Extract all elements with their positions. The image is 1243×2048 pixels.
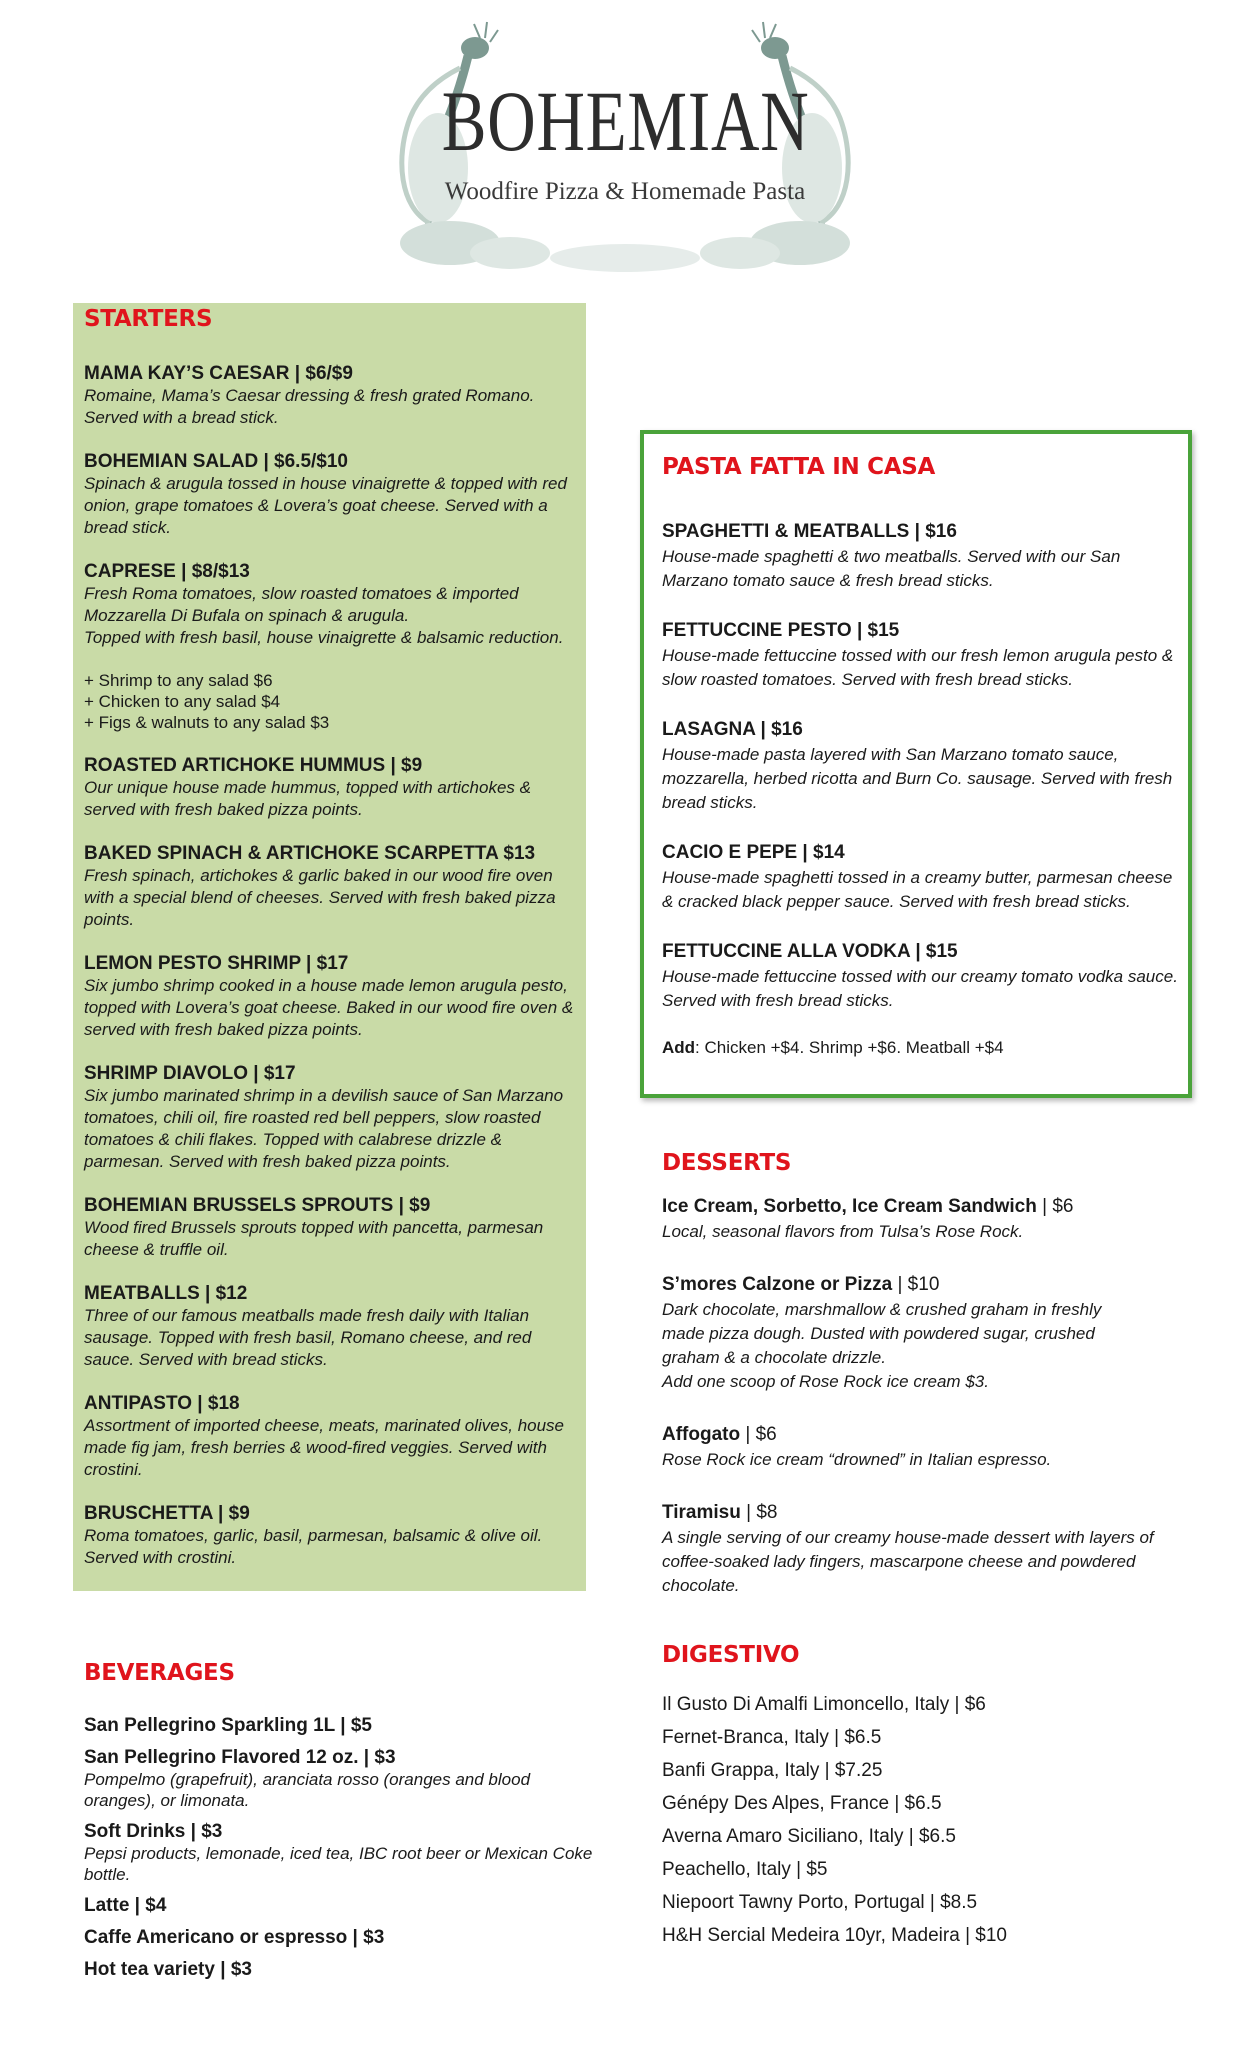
list-item — [84, 1282, 584, 1371]
item-description: Six jumbo shrimp cooked in a house made lemon arugula pesto, topped with Lovera’s goat cheese. Baked in our wood fire oven & served with fresh baked pizza points. — [84, 976, 574, 1039]
item-name — [662, 1194, 1202, 1220]
item-description: House-made fettuccine tossed with our fresh lemon arugula pesto & slow roasted tomatoes. Served with fresh bread sticks. — [662, 646, 1174, 689]
list-item — [662, 939, 1182, 1013]
item-name: FETTUCCINE ALLA VODKA | $15 — [662, 941, 958, 962]
list-item: Niepoort Tawny Porto, Portugal | $8.5 — [662, 1892, 978, 1913]
item-name: MEATBALLS | $12 — [84, 1283, 248, 1304]
item-description: Spinach & arugula tossed in house vinaigrette & topped with red onion, grape tomatoes & Lovera’s goat cheese. Served with a bread stick. — [84, 474, 567, 537]
item-description: Three of our famous meatballs made fresh daily with Italian sausage. Topped with fresh basil, Romano cheese, and red sauce. Served with bread sticks. — [84, 1306, 532, 1369]
beverages-title: BEVERAGES — [84, 1660, 235, 1686]
item-description: Pompelmo (grapefruit), aranciata rosso (oranges and blood oranges), or limonata. — [84, 1770, 531, 1810]
list-item — [662, 1272, 1202, 1394]
addon-line: + Figs & walnuts to any salad $3 — [84, 713, 330, 732]
list-item — [84, 560, 584, 649]
list-item — [84, 1392, 584, 1481]
item-description: Add one scoop of Rose Rock ice cream $3. — [662, 1372, 989, 1391]
item-name: BOHEMIAN SALAD | $6.5/$10 — [84, 451, 348, 472]
item-name: Latte | $4 — [84, 1895, 167, 1916]
pasta-title: PASTA FATTA IN CASA — [662, 454, 935, 480]
item-description: A single serving of our creamy house-made dessert with layers of coffee-soaked lady fingers, mascarpone cheese and powdered chocolate. — [662, 1528, 1154, 1595]
item-name: CAPRESE | $8/$13 — [84, 561, 250, 582]
item-description: House-made pasta layered with San Marzano tomato sauce, mozzarella, herbed ricotta and Burn Co. sausage. Served with fresh bread sticks. — [662, 745, 1173, 812]
list-item: Peachello, Italy | $5 — [662, 1859, 828, 1880]
list-item — [84, 362, 584, 429]
list-item — [84, 754, 584, 821]
dessert-name: S’mores Calzone or Pizza — [662, 1274, 893, 1295]
list-item — [84, 1502, 584, 1569]
starters-title: STARTERS — [84, 306, 213, 332]
list-item — [662, 717, 1182, 815]
dessert-price: | $10 — [892, 1274, 940, 1295]
item-description: Fresh Roma tomatoes, slow roasted tomatoes & imported Mozzarella Di Bufala on spinach & arugula. — [84, 584, 519, 625]
list-item — [662, 519, 1182, 593]
item-name: FETTUCCINE PESTO | $15 — [662, 620, 900, 641]
list-item — [84, 1926, 594, 1949]
list-item — [84, 1958, 594, 1981]
item-description: House-made fettuccine tossed with our creamy tomato vodka sauce. Served with fresh bread sticks. — [662, 967, 1178, 1010]
starters-list — [84, 362, 584, 1590]
pasta-list — [662, 519, 1182, 1058]
desserts-title: DESSERTS — [662, 1150, 792, 1176]
item-name: BOHEMIAN BRUSSELS SPROUTS | $9 — [84, 1195, 431, 1216]
list-item — [662, 840, 1182, 914]
item-name: Soft Drinks | $3 — [84, 1821, 223, 1842]
list-item: H&H Sercial Medeira 10yr, Madeira | $10 — [662, 1925, 1007, 1946]
item-name: LASAGNA | $16 — [662, 719, 803, 740]
item-name: San Pellegrino Sparkling 1L | $5 — [84, 1715, 372, 1736]
item-name — [662, 1500, 1202, 1526]
list-item: Banfi Grappa, Italy | $7.25 — [662, 1760, 883, 1781]
add-label: Add — [662, 1038, 696, 1057]
list-item — [84, 1746, 594, 1811]
list-item — [84, 1194, 584, 1261]
pasta-addons — [662, 1038, 1182, 1058]
item-description: Dark chocolate, marshmallow & crushed graham in freshly made pizza dough. Dusted with powdered sugar, crushed graham & a chocolate drizzle. — [662, 1300, 1102, 1367]
item-description: Fresh spinach, artichokes & garlic baked in our wood fire oven with a special blend of cheeses. Served with fresh baked pizza points. — [84, 866, 556, 929]
list-item — [84, 450, 584, 539]
list-item — [84, 1820, 594, 1885]
list-item: Génépy Des Alpes, France | $6.5 — [662, 1793, 942, 1814]
item-description: Wood fired Brussels sprouts topped with pancetta, parmesan cheese & truffle oil. — [84, 1218, 544, 1259]
item-description: Six jumbo marinated shrimp in a devilish sauce of San Marzano tomatoes, chili oil, fire roasted red bell peppers, slow roasted tomatoes & chili flakes. Topped with calabrese drizzle & parmesan. Served with fresh baked pizza points. — [84, 1086, 564, 1171]
item-description: Rose Rock ice cream “drowned” in Italian espresso. — [662, 1450, 1052, 1469]
brand-name: BOHEMIAN — [441, 73, 810, 169]
item-description: Assortment of imported cheese, meats, marinated olives, house made fig jam, fresh berries & wood-fired veggies. Served with crostini. — [84, 1416, 565, 1479]
item-description: Topped with fresh basil, house vinaigrette & balsamic reduction. — [84, 628, 564, 647]
list-item — [84, 1714, 594, 1737]
add-text: : Chicken +$4. Shrimp +$6. Meatball +$4 — [695, 1038, 1004, 1057]
item-description: Our unique house made hummus, topped with artichokes & served with fresh baked pizza points. — [84, 778, 531, 819]
dessert-name: Tiramisu — [662, 1502, 741, 1523]
restaurant-logo — [390, 8, 860, 288]
brand-tagline: Woodfire Pizza & Homemade Pasta — [444, 178, 806, 205]
list-item — [662, 618, 1182, 692]
salad-addons — [84, 670, 584, 733]
item-description: Local, seasonal flavors from Tulsa’s Rose Rock. — [662, 1222, 1024, 1241]
list-item — [662, 1194, 1202, 1244]
list-item — [662, 1422, 1202, 1472]
dessert-price: | $6 — [740, 1424, 777, 1445]
digestivo-title: DIGESTIVO — [662, 1642, 800, 1668]
list-item — [84, 1062, 584, 1173]
list-item: Fernet-Branca, Italy | $6.5 — [662, 1727, 882, 1748]
item-name: BRUSCHETTA | $9 — [84, 1503, 250, 1524]
item-name: SHRIMP DIAVOLO | $17 — [84, 1063, 296, 1084]
item-description: Romaine, Mama’s Caesar dressing & fresh grated Romano. Served with a bread stick. — [84, 386, 535, 427]
dessert-price: | $6 — [1036, 1196, 1074, 1217]
addon-line: + Chicken to any salad $4 — [84, 692, 281, 711]
item-name: ANTIPASTO | $18 — [84, 1393, 240, 1414]
item-name: CACIO E PEPE | $14 — [662, 842, 845, 863]
item-name: MAMA KAY’S CAESAR | $6/$9 — [84, 363, 353, 384]
item-name: Caffe Americano or espresso | $3 — [84, 1927, 385, 1948]
desserts-list — [662, 1194, 1202, 1626]
item-name: SPAGHETTI & MEATBALLS | $16 — [662, 521, 957, 542]
dessert-name: Ice Cream, Sorbetto, Ice Cream Sandwich — [662, 1196, 1037, 1217]
item-description: Roma tomatoes, garlic, basil, parmesan, balsamic & olive oil. Served with crostini. — [84, 1526, 543, 1567]
item-name: BAKED SPINACH & ARTICHOKE SCARPETTA $13 — [84, 843, 536, 864]
beverages-list — [84, 1714, 594, 1990]
digestivo-list — [662, 1688, 1182, 1952]
list-item — [84, 1894, 594, 1917]
item-description: House-made spaghetti & two meatballs. Served with our San Marzano tomato sauce & fresh bread sticks. — [662, 547, 1121, 590]
item-name: ROASTED ARTICHOKE HUMMUS | $9 — [84, 755, 423, 776]
item-description: House-made spaghetti tossed in a creamy butter, parmesan cheese & cracked black pepper sauce. Served with fresh bread sticks. — [662, 868, 1173, 911]
addon-line: + Shrimp to any salad $6 — [84, 671, 273, 690]
item-name — [662, 1272, 1202, 1298]
list-item — [84, 842, 584, 931]
dessert-price: | $8 — [740, 1502, 778, 1523]
list-item — [662, 1500, 1202, 1598]
list-item: Il Gusto Di Amalfi Limoncello, Italy | $6 — [662, 1694, 986, 1715]
list-item — [84, 952, 584, 1041]
item-name: San Pellegrino Flavored 12 oz. | $3 — [84, 1747, 396, 1768]
item-name — [662, 1422, 1202, 1448]
item-description: Pepsi products, lemonade, iced tea, IBC root beer or Mexican Coke bottle. — [84, 1844, 593, 1884]
list-item: Averna Amaro Siciliano, Italy | $6.5 — [662, 1826, 956, 1847]
dessert-name: Affogato — [662, 1424, 741, 1445]
item-name: Hot tea variety | $3 — [84, 1959, 252, 1980]
item-name: LEMON PESTO SHRIMP | $17 — [84, 953, 349, 974]
